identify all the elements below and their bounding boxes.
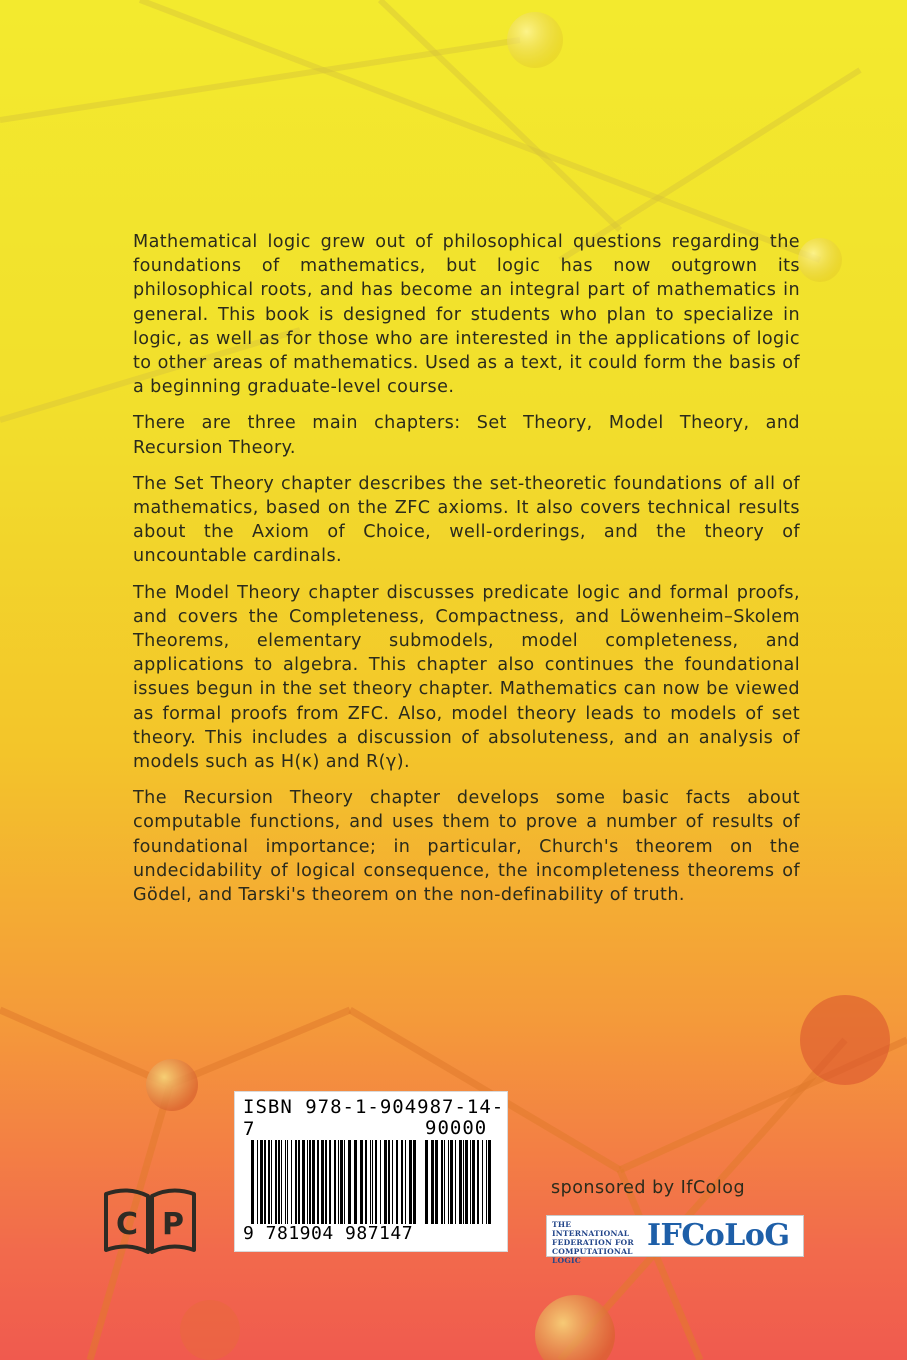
ifcolog-wordmark: IFCoLoG xyxy=(647,1218,790,1253)
publisher-letter-p: P xyxy=(162,1207,184,1242)
barcode-bar xyxy=(455,1140,456,1224)
barcode-bar xyxy=(425,1140,428,1224)
barcode-bar xyxy=(287,1140,288,1224)
barcode-bar xyxy=(384,1140,387,1224)
barcode-bar xyxy=(317,1140,319,1224)
barcode-bar xyxy=(295,1140,297,1224)
barcode-bar xyxy=(401,1140,403,1224)
isbn-label: ISBN 978-1-904987-14-7 xyxy=(243,1096,505,1140)
sponsor-text: sponsored by IfColog xyxy=(551,1178,746,1198)
barcode-bar xyxy=(459,1140,462,1224)
barcode-bar xyxy=(281,1140,282,1224)
barcode-bar xyxy=(307,1140,308,1224)
ifcolog-logo xyxy=(546,1215,804,1265)
ifcolog-name-line: THE xyxy=(552,1220,572,1229)
barcode-bar xyxy=(348,1140,351,1224)
barcode-bar xyxy=(257,1140,258,1224)
barcode-bar xyxy=(448,1140,449,1224)
barcode-bar xyxy=(477,1140,479,1224)
barcode-bars xyxy=(251,1140,417,1224)
barcode-bar xyxy=(344,1140,345,1224)
barcode-bar xyxy=(405,1140,406,1224)
barcode-bar xyxy=(413,1140,416,1224)
barcode-bar xyxy=(396,1140,398,1224)
isbn-barcode xyxy=(234,1091,508,1252)
back-cover-blurb xyxy=(133,230,800,919)
barcode-bar xyxy=(441,1140,443,1224)
barcode-bar xyxy=(370,1140,371,1224)
barcode-bar xyxy=(354,1140,357,1224)
blurb-paragraph-set-theory: The Set Theory chapter describes the set-theoretic foundations of all of mathematics, based on the ZFC axioms. It also covers technical results about the Axiom of Choice, well-orderings, and the theory of uncountable cardinals. xyxy=(133,473,800,567)
barcode-bar xyxy=(375,1140,377,1224)
blurb-paragraph-chapters: There are three main chapters: Set Theory, Model Theory, and Recursion Theory. xyxy=(133,413,800,458)
barcode-bar xyxy=(291,1140,292,1224)
barcode-bar xyxy=(463,1140,464,1224)
barcode-bar xyxy=(360,1140,363,1224)
ifcolog-name-line: FEDERATION FOR xyxy=(552,1238,634,1247)
ifcolog-name-line: COMPUTATIONAL LOGIC xyxy=(552,1247,633,1265)
ifcolog-name-line: INTERNATIONAL xyxy=(552,1229,630,1238)
barcode-bar xyxy=(278,1140,280,1224)
barcode-bar xyxy=(488,1140,491,1224)
barcode-bar xyxy=(312,1140,315,1224)
barcode-bar xyxy=(285,1140,286,1224)
barcode-bar xyxy=(264,1140,266,1224)
barcode-bar xyxy=(329,1140,331,1224)
barcode-bar xyxy=(298,1140,300,1224)
barcode-bar xyxy=(380,1140,381,1224)
addon-barcode-bars xyxy=(425,1140,495,1224)
barcode-bar xyxy=(470,1140,471,1224)
blurb-paragraph-model-theory: The Model Theory chapter discusses predicate logic and formal proofs, and covers the Completeness, Compactness, and Löwenheim–Skolem Theorems, elementary submodels, model completeness, and applications to algebra. This chapter also continues the foundational issues begun in the set theory chapter. Mathematics can now be viewed as formal proofs from ZFC. Also, model theory leads to models of set theory. This includes a discussion of absoluteness, and an analysis of models such as H(κ) and R(γ). xyxy=(133,582,800,773)
barcode-bar xyxy=(409,1140,412,1224)
barcode-bar xyxy=(268,1140,270,1224)
barcode-bar xyxy=(435,1140,438,1224)
publisher-logo xyxy=(102,1186,198,1258)
barcode-bar xyxy=(334,1140,336,1224)
barcode-bar xyxy=(465,1140,468,1224)
publisher-letter-c: C xyxy=(115,1207,139,1242)
barcode-bar xyxy=(431,1140,434,1224)
barcode-bar xyxy=(472,1140,475,1224)
barcode-bar xyxy=(482,1140,483,1224)
barcode-bar xyxy=(388,1140,390,1224)
barcode-bar xyxy=(260,1140,263,1224)
barcode-bar xyxy=(392,1140,393,1224)
barcode-bar xyxy=(321,1140,324,1224)
barcode-bar xyxy=(309,1140,311,1224)
barcode-bar xyxy=(372,1140,373,1224)
barcode-bar xyxy=(444,1140,445,1224)
blurb-paragraph-recursion-theory: The Recursion Theory chapter develops some basic facts about computable functions, and uses them to prove a number of results of foundational importance; in particular, Church's theorem on the undecidability of logical consequence, the incompleteness theorems of Gödel, and Tarski's theorem on the non-definability of truth. xyxy=(133,788,800,906)
barcode-bar xyxy=(251,1140,254,1224)
ifcolog-full-name xyxy=(552,1220,644,1265)
price-addon-number: 90000 xyxy=(425,1117,488,1139)
barcode-bar xyxy=(275,1140,277,1224)
barcode-bar xyxy=(365,1140,367,1224)
isbn-digits: 9 781904 987147 xyxy=(243,1223,414,1244)
barcode-bar xyxy=(450,1140,453,1224)
blurb-paragraph-intro: Mathematical logic grew out of philosophical questions regarding the foundations of mathematics, but logic has now outgrown its philosophical roots, and has become an integral part of mathematics in general. This book is designed for students who plan to specialize in logic, as well as for those who are interested in the applications of logic to other areas of mathematics. Used as a text, it could form the basis of a beginning graduate-level course. xyxy=(133,232,800,398)
barcode-bar xyxy=(338,1140,339,1224)
barcode-bar xyxy=(302,1140,305,1224)
barcode-bar xyxy=(340,1140,343,1224)
barcode-bar xyxy=(486,1140,487,1224)
barcode-bar xyxy=(271,1140,272,1224)
barcode-bar xyxy=(325,1140,327,1224)
